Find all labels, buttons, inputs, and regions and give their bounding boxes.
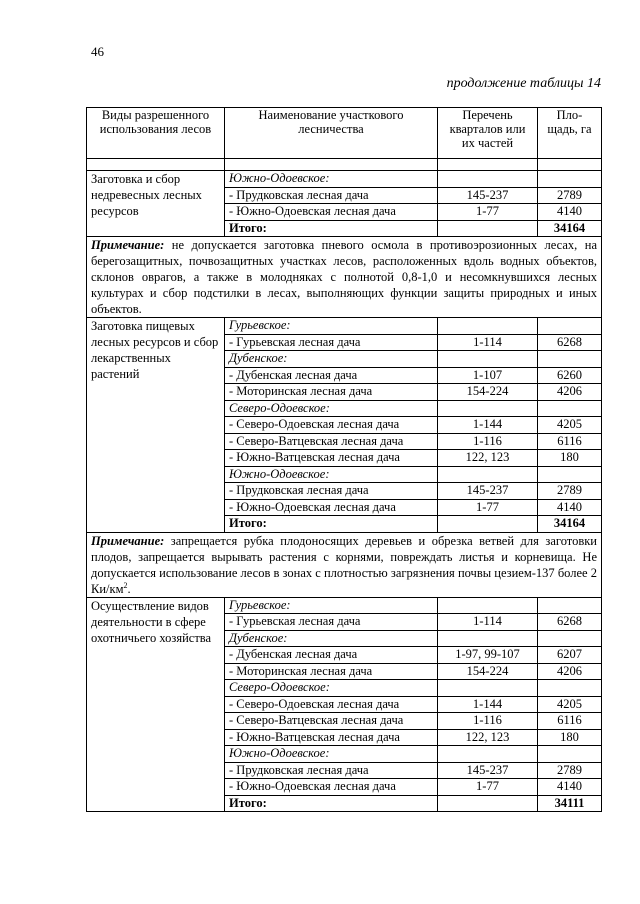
quarters-cell: 145-237 bbox=[438, 187, 538, 204]
quarters-cell: 1-144 bbox=[438, 417, 538, 434]
quarters-cell: 1-144 bbox=[438, 696, 538, 713]
forest-dacha-name: - Гурьевская лесная дача bbox=[225, 614, 438, 631]
header-quarters: Перечень кварталов или их частей bbox=[438, 108, 538, 159]
area-cell: 34164 bbox=[538, 516, 602, 533]
forest-dacha-name: - Северо-Ватцевская лесная дача bbox=[225, 713, 438, 730]
district-name: Гурьевское: bbox=[225, 597, 438, 614]
forest-dacha-name: - Дубенская лесная дача bbox=[225, 647, 438, 664]
forest-dacha-name: - Прудковская лесная дача bbox=[225, 187, 438, 204]
quarters-cell: 1-116 bbox=[438, 433, 538, 450]
area-cell: 4205 bbox=[538, 696, 602, 713]
total-label: Итого: bbox=[225, 516, 438, 533]
use-type-cell: Заготовка и сбор недревесных лесных ресурсов bbox=[87, 171, 225, 237]
district-name: Дубенское: bbox=[225, 351, 438, 368]
quarters-cell bbox=[438, 795, 538, 812]
note-label: Примечание: bbox=[91, 238, 165, 252]
quarters-cell bbox=[438, 220, 538, 237]
quarters-cell: 1-107 bbox=[438, 367, 538, 384]
area-cell: 6116 bbox=[538, 433, 602, 450]
district-name: Южно-Одоевское: bbox=[225, 171, 438, 188]
area-cell bbox=[538, 597, 602, 614]
area-cell: 4205 bbox=[538, 417, 602, 434]
page-number: 46 bbox=[91, 44, 104, 59]
area-cell bbox=[538, 318, 602, 335]
note-cell bbox=[87, 532, 602, 597]
district-name: Южно-Одоевское: bbox=[225, 746, 438, 763]
district-row bbox=[87, 171, 602, 188]
total-label: Итого: bbox=[225, 795, 438, 812]
forest-dacha-name: - Гурьевская лесная дача bbox=[225, 334, 438, 351]
quarters-cell: 1-97, 99-107 bbox=[438, 647, 538, 664]
forest-dacha-name: - Моторинская лесная дача bbox=[225, 384, 438, 401]
header-district-name: Наименование участкового лесничества bbox=[225, 108, 438, 159]
district-row bbox=[87, 597, 602, 614]
quarters-cell: 1-114 bbox=[438, 334, 538, 351]
area-cell: 2789 bbox=[538, 187, 602, 204]
forest-dacha-name: - Южно-Ватцевская лесная дача bbox=[225, 450, 438, 467]
use-type-cell: Осуществление видов деятельности в сфере охотничьего хозяйства bbox=[87, 597, 225, 812]
note-tail: . bbox=[127, 581, 131, 596]
forest-dacha-name: - Моторинская лесная дача bbox=[225, 663, 438, 680]
forest-dacha-name: - Северо-Ватцевская лесная дача bbox=[225, 433, 438, 450]
quarters-cell: 145-237 bbox=[438, 483, 538, 500]
quarters-cell: 122, 123 bbox=[438, 729, 538, 746]
quarters-cell: 1-77 bbox=[438, 204, 538, 221]
district-name: Южно-Одоевское: bbox=[225, 466, 438, 483]
header-use-type: Виды разрешенного использования лесов bbox=[87, 108, 225, 159]
quarters-cell bbox=[438, 746, 538, 763]
area-cell: 34111 bbox=[538, 795, 602, 812]
quarters-cell: 1-77 bbox=[438, 499, 538, 516]
area-cell: 6116 bbox=[538, 713, 602, 730]
area-cell: 4140 bbox=[538, 779, 602, 796]
district-name: Дубенское: bbox=[225, 630, 438, 647]
district-name: Гурьевское: bbox=[225, 318, 438, 335]
area-cell bbox=[538, 680, 602, 697]
quarters-cell bbox=[438, 680, 538, 697]
use-type-cell: Заготовка пищевых лесных ресурсов и сбор лекарственных растений bbox=[87, 318, 225, 533]
district-name: Северо-Одоевское: bbox=[225, 400, 438, 417]
area-cell: 6260 bbox=[538, 367, 602, 384]
quarters-cell: 1-114 bbox=[438, 614, 538, 631]
quarters-cell bbox=[438, 171, 538, 188]
area-cell: 4140 bbox=[538, 499, 602, 516]
area-cell bbox=[538, 466, 602, 483]
quarters-cell: 154-224 bbox=[438, 384, 538, 401]
forest-dacha-name: - Южно-Ватцевская лесная дача bbox=[225, 729, 438, 746]
area-cell: 4140 bbox=[538, 204, 602, 221]
area-cell bbox=[538, 171, 602, 188]
area-cell bbox=[538, 400, 602, 417]
area-cell bbox=[538, 746, 602, 763]
area-cell: 2789 bbox=[538, 762, 602, 779]
quarters-cell: 1-77 bbox=[438, 779, 538, 796]
district-row bbox=[87, 318, 602, 335]
quarters-cell: 154-224 bbox=[438, 663, 538, 680]
note-row bbox=[87, 532, 602, 597]
forest-dacha-name: - Северо-Одоевская лесная дача bbox=[225, 696, 438, 713]
forest-dacha-name: - Южно-Одоевская лесная дача bbox=[225, 779, 438, 796]
quarters-cell bbox=[438, 630, 538, 647]
quarters-cell: 145-237 bbox=[438, 762, 538, 779]
area-cell bbox=[538, 630, 602, 647]
area-cell: 4206 bbox=[538, 663, 602, 680]
note-superscript: 2 bbox=[123, 580, 128, 590]
area-cell: 6268 bbox=[538, 334, 602, 351]
forest-dacha-name: - Прудковская лесная дача bbox=[225, 483, 438, 500]
forest-use-table bbox=[86, 107, 602, 812]
area-cell: 4206 bbox=[538, 384, 602, 401]
quarters-cell bbox=[438, 400, 538, 417]
forest-dacha-name: - Северо-Одоевская лесная дача bbox=[225, 417, 438, 434]
area-cell: 6268 bbox=[538, 614, 602, 631]
quarters-cell bbox=[438, 597, 538, 614]
quarters-cell bbox=[438, 351, 538, 368]
district-name: Северо-Одоевское: bbox=[225, 680, 438, 697]
note-text: не допускается заготовка пневого осмола в противоэрозионных лесах, на берегозащитных, почвозащитных участках лесов, расположенных вдоль водных объектов, склонов оврагов, а также в молодняках с полнотой 0,8-1,0 и несомкнувшихся лесных культурах и сбор подстилки в лесах, выполняющих функции защиты природных и иных объектов. bbox=[91, 238, 597, 316]
quarters-cell: 122, 123 bbox=[438, 450, 538, 467]
spacer-row bbox=[87, 159, 602, 171]
quarters-cell bbox=[438, 466, 538, 483]
note-cell bbox=[87, 237, 602, 318]
table-continuation-caption: продолжение таблицы 14 bbox=[446, 76, 601, 91]
quarters-cell bbox=[438, 516, 538, 533]
forest-dacha-name: - Южно-Одоевская лесная дача bbox=[225, 499, 438, 516]
area-cell: 180 bbox=[538, 729, 602, 746]
total-label: Итого: bbox=[225, 220, 438, 237]
table-header-row bbox=[87, 108, 602, 159]
quarters-cell: 1-116 bbox=[438, 713, 538, 730]
header-area: Пло-щадь, га bbox=[538, 108, 602, 159]
forest-dacha-name: - Южно-Одоевская лесная дача bbox=[225, 204, 438, 221]
area-cell: 6207 bbox=[538, 647, 602, 664]
quarters-cell bbox=[438, 318, 538, 335]
area-cell bbox=[538, 351, 602, 368]
area-cell: 2789 bbox=[538, 483, 602, 500]
forest-dacha-name: - Дубенская лесная дача bbox=[225, 367, 438, 384]
note-text: запрещается рубка плодоносящих деревьев и обрезка ветвей для заготовки плодов, запрещается вырывать растения с корнями, повреждать листья и корневища. Не допускается использование лесов в зонах с плотностью загрязнения почвы цезием-137 более 2 Ки/км bbox=[91, 533, 597, 596]
note-label: Примечание: bbox=[91, 533, 165, 548]
area-cell: 34164 bbox=[538, 220, 602, 237]
note-row bbox=[87, 237, 602, 318]
area-cell: 180 bbox=[538, 450, 602, 467]
forest-dacha-name: - Прудковская лесная дача bbox=[225, 762, 438, 779]
